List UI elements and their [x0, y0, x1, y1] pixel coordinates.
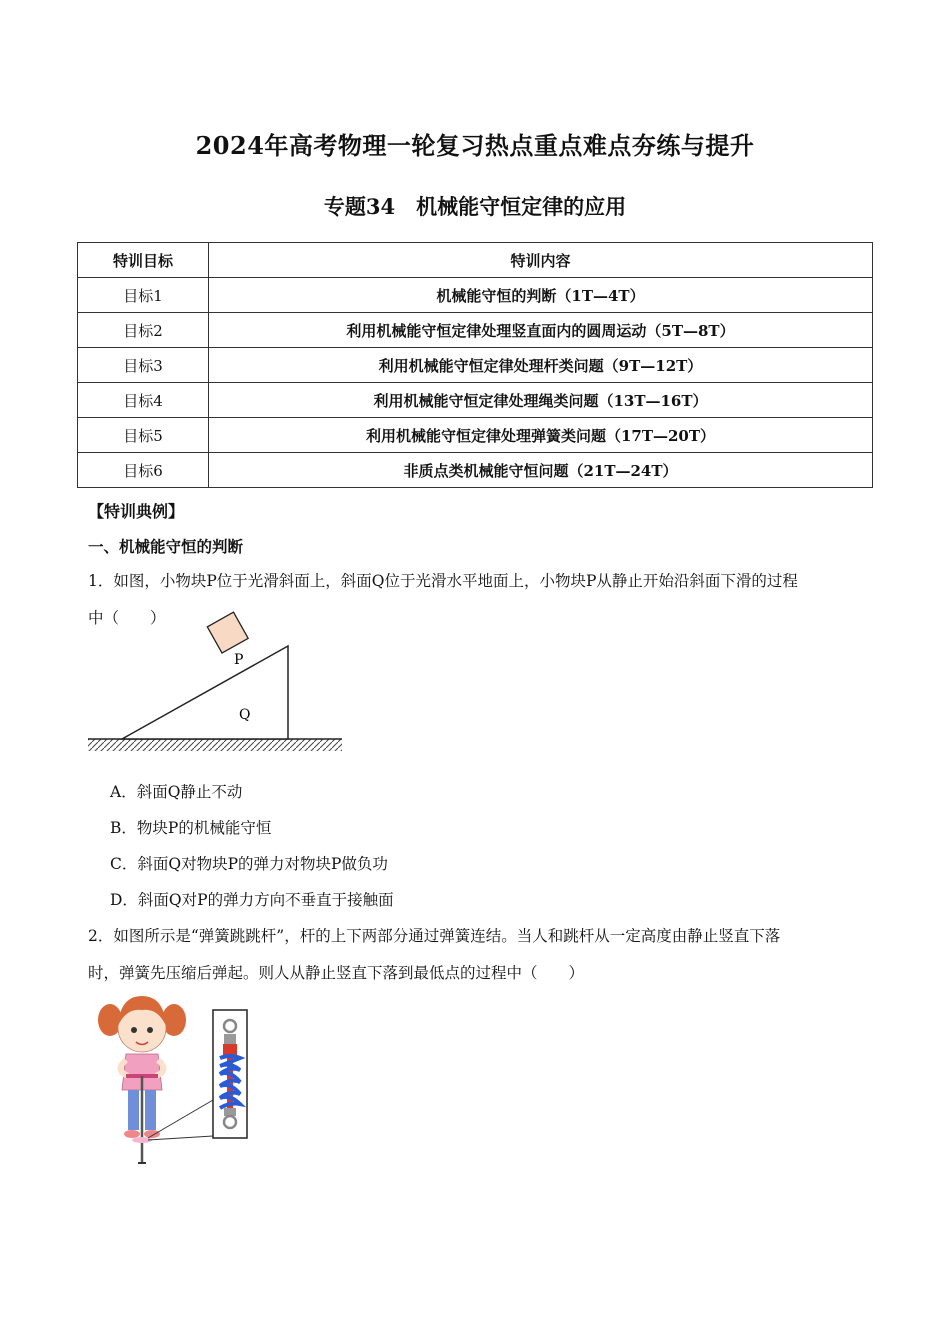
section-heading: 【特训典例】 [88, 502, 185, 521]
question-2-stem-continued: 时，弹簧先压缩后弹起。则人从静止竖直下落到最低点的过程中（ ） [88, 964, 585, 982]
table-header-row [78, 243, 873, 278]
content-cell: 利用机械能守恒定律处理杆类问题（9T—12T） [209, 348, 873, 383]
table-row [78, 418, 873, 453]
table-row [78, 453, 873, 488]
goal-cell: 目标4 [78, 383, 209, 418]
question-2-stem: 2．如图所示是“弹簧跳跳杆”，杆的上下两部分通过弹簧连结。当人和跳杆从一定高度由静止竖直下落 [88, 927, 781, 945]
goal-cell: 目标5 [78, 418, 209, 453]
table-row [78, 383, 873, 418]
table-header-goal: 特训目标 [78, 243, 209, 278]
pogo-stick-figure [92, 990, 262, 1170]
ground-hatching [88, 739, 342, 751]
option-c: C．斜面Q对物块P的弹力对物块P做负功 [110, 855, 388, 873]
table-row [78, 348, 873, 383]
incline-q [122, 646, 288, 739]
block-p [207, 612, 248, 653]
content-cell: 机械能守恒的判断（1T—4T） [209, 278, 873, 313]
content-cell: 非质点类机械能守恒问题（21T—24T） [209, 453, 873, 488]
table-row [78, 278, 873, 313]
document-subtitle: 专题34 机械能守恒定律的应用 [323, 194, 627, 219]
option-b: B．物块P的机械能守恒 [110, 819, 272, 837]
question-1-stem-continued: 中（ ） [88, 609, 166, 627]
girl-illustration [98, 996, 186, 1163]
goal-cell: 目标1 [78, 278, 209, 313]
option-a: A．斜面Q静止不动 [110, 783, 243, 801]
incline-q-label: Q [239, 707, 251, 723]
content-cell: 利用机械能守恒定律处理弹簧类问题（17T—20T） [209, 418, 873, 453]
question-1-stem: 1．如图，小物块P位于光滑斜面上，斜面Q位于光滑水平地面上，小物块P从静止开始沿斜面下滑的过程 [88, 572, 798, 590]
block-p-label: P [234, 652, 244, 668]
incline-figure [86, 640, 346, 755]
content-cell: 利用机械能守恒定律处理绳类问题（13T—16T） [209, 383, 873, 418]
subsection-heading: 一、机械能守恒的判断 [88, 537, 244, 556]
goal-cell: 目标2 [78, 313, 209, 348]
table-header-content: 特训内容 [209, 243, 873, 278]
content-cell: 利用机械能守恒定律处理竖直面内的圆周运动（5T—8T） [209, 313, 873, 348]
table-row [78, 313, 873, 348]
goal-cell: 目标6 [78, 453, 209, 488]
training-goals-table [77, 242, 873, 488]
goal-cell: 目标3 [78, 348, 209, 383]
option-d: D．斜面Q对P的弹力方向不垂直于接触面 [110, 891, 394, 909]
document-title: 2024年高考物理一轮复习热点重点难点夯练与提升 [195, 131, 755, 160]
